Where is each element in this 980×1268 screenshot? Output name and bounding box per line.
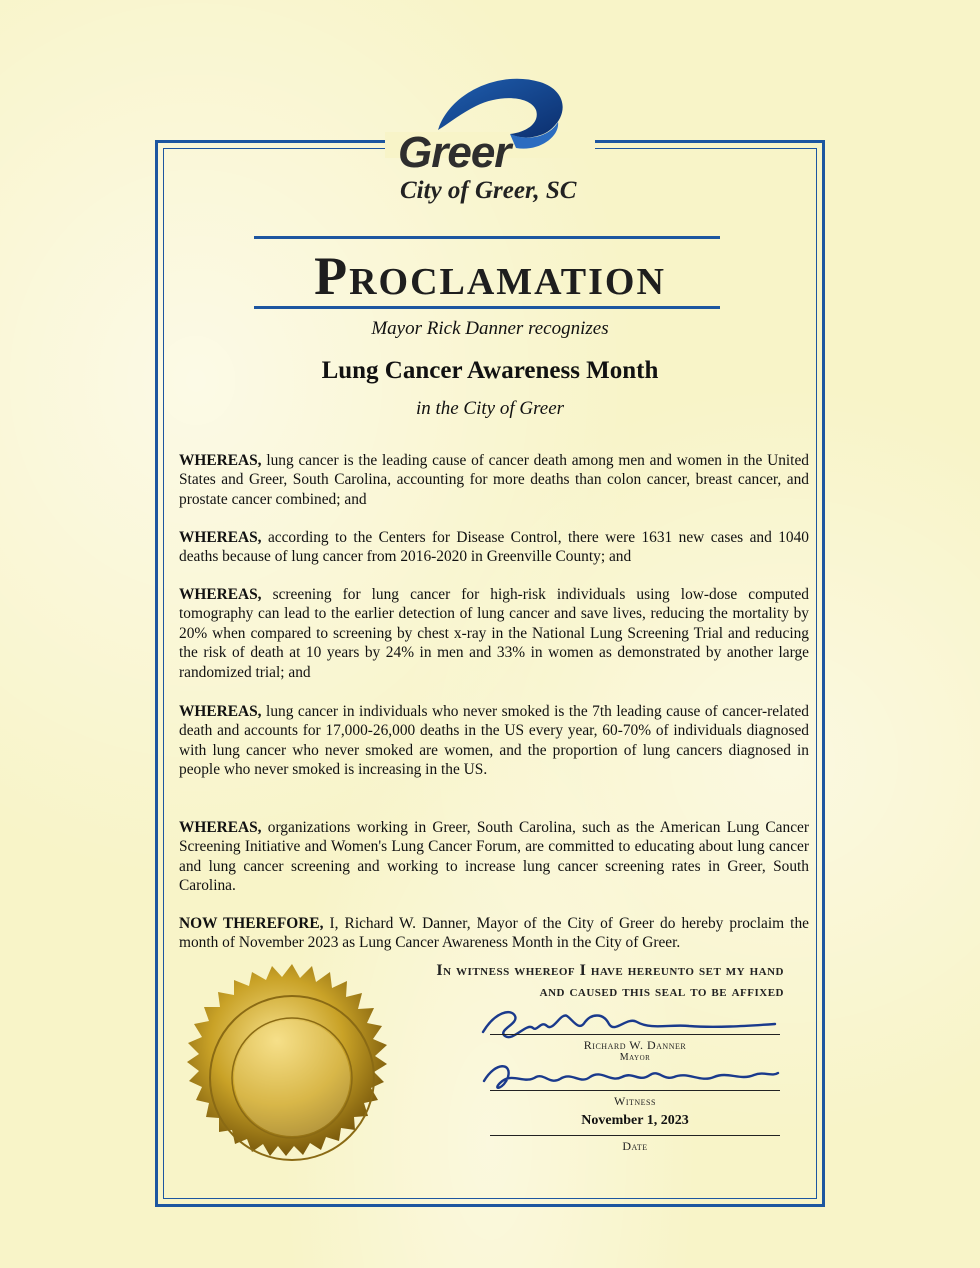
witness-label: Witness <box>614 1094 656 1108</box>
subheading: in the City of Greer <box>415 398 565 419</box>
mayor-name: Richard W. Danner <box>583 1038 687 1052</box>
clause-text: organizations working in Greer, South Carolina, such as the American Lung Cancer Screening Initiative and Women's Lung Cancer Forum, are committed to educating about lung cancer and lung cancer screening and working to increase lung cancer screening rates in Greer, South Carolina. <box>179 819 809 895</box>
logo-city-name: City of Greer, SC <box>400 177 577 204</box>
clause-lead: NOW THEREFORE, <box>179 915 324 932</box>
witness-signature-line <box>490 1090 780 1091</box>
witness-statement-line-1: In witness whereof I have hereunto set my hand <box>436 962 784 979</box>
logo-wordmark: Greer <box>398 128 511 177</box>
mayor-signature-line <box>490 1034 780 1035</box>
whereas-clause-1 <box>179 451 809 509</box>
clause-text: according to the Centers for Disease Control, there were 1631 new cases and 1040 deaths because of lung cancer from 2016-2020 in Greenville County; and <box>179 529 809 566</box>
clause-lead: WHEREAS, <box>179 586 262 603</box>
signing-date: November 1, 2023 <box>581 1113 689 1128</box>
clause-lead: WHEREAS, <box>179 819 262 836</box>
title-rule-top <box>254 236 720 239</box>
witness-statement-line-2: and caused this seal to be affixed <box>539 983 784 1000</box>
clause-lead: WHEREAS, <box>179 529 262 546</box>
clause-text: I, Richard W. Danner, Mayor of the City of Greer do hereby proclaim the month of November 2023 as Lung Cancer Awareness Month in the City of Greer. <box>179 915 809 952</box>
title-rule-bottom <box>254 306 720 309</box>
page-title: Proclamation <box>314 246 666 306</box>
whereas-clause-5 <box>179 818 809 896</box>
clause-text: lung cancer in individuals who never smoked is the 7th leading cause of cancer-related death and accounts for 17,000-26,000 deaths in the US every year, 60-70% of individuals diagnosed with lung cancer who never smoked are women, and the proportion of lung cancers diagnosed in people who never smoked is increasing in the US. <box>179 703 809 779</box>
clause-lead: WHEREAS, <box>179 452 262 469</box>
whereas-clause-3 <box>179 585 809 682</box>
date-label: Date <box>622 1139 648 1153</box>
mayor-title: Mayor <box>619 1052 651 1063</box>
date-line <box>490 1135 780 1136</box>
proclamation-heading: Lung Cancer Awareness Month <box>321 357 659 384</box>
clause-text: lung cancer is the leading cause of cancer death among men and women in the United States and Greer, South Carolina, accounting for more deaths than colon cancer, breast cancer, and prostate cancer combined; and <box>179 452 809 508</box>
subtitle: Mayor Rick Danner recognizes <box>371 318 609 339</box>
gold-city-seal-icon <box>174 960 410 1196</box>
clause-lead: WHEREAS, <box>179 703 262 720</box>
clause-text: screening for lung cancer for high-risk individuals using low-dose computed tomography can lead to the earlier detection of lung cancer and save lives, reducing the mortality by 20% when compared to screening by chest x-ray in the National Lung Screening Trial and reducing the risk of death at 10 years by 24% in men and 33% in women as demonstrated by another large randomized trial; and <box>179 586 809 681</box>
whereas-clause-4 <box>179 702 809 780</box>
now-therefore-clause <box>179 914 809 953</box>
whereas-clause-2 <box>179 528 809 567</box>
